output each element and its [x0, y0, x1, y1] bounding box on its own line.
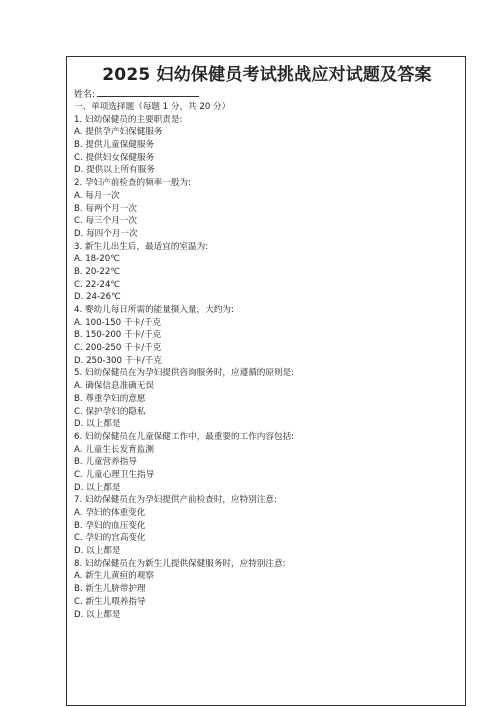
section-heading: 一、单项选择题（每题 1 分，共 20 分） — [74, 102, 231, 112]
option-7a: A. 孕妇的体重变化 — [74, 508, 146, 518]
question-1: 1. 妇幼保健员的主要职责是: — [74, 114, 183, 125]
option-3d: D. 24-26℃ — [74, 292, 121, 303]
option-3a: A. 18-20℃ — [74, 254, 120, 265]
question-5: 5. 妇幼保健员在为孕妇提供咨询服务时，应遵循的原则是: — [74, 368, 295, 379]
option-4d: D. 250-300 千卡/千克 — [74, 355, 162, 366]
option-6b: B. 儿童营养指导 — [74, 457, 137, 468]
option-2d: D. 每四个月一次 — [74, 228, 138, 239]
question-7: 7. 妇幼保健员在为孕妇提供产前检查时，应特别注意: — [74, 495, 277, 506]
question-list — [74, 101, 460, 621]
name-blank-line — [97, 88, 199, 97]
question-8: 8. 妇幼保健员在为新生儿提供保健服务时，应特别注意: — [74, 558, 286, 569]
option-2b: B. 每两个月一次 — [74, 203, 137, 214]
option-7b: B. 孕妇的血压变化 — [74, 520, 146, 531]
name-label: 姓名: — [74, 90, 96, 100]
option-1a: A. 提供孕产妇保健服务 — [74, 127, 163, 138]
option-8c: C. 新生儿喂养指导 — [74, 596, 146, 607]
question-2: 2. 孕妇产前检查的频率一般为: — [74, 178, 191, 189]
option-2c: C. 每三个月一次 — [74, 216, 138, 227]
option-4a: A. 100-150 千卡/千克 — [74, 317, 162, 328]
option-3c: C. 22-24℃ — [74, 279, 121, 290]
option-5d: D. 以上都是 — [74, 419, 121, 430]
question-4: 4. 婴幼儿每日所需的能量摄入量，大约为: — [74, 305, 234, 315]
option-2a: A. 每月一次 — [74, 190, 120, 201]
option-8b: B. 新生儿脐带护理 — [74, 584, 146, 595]
option-6d: D. 以上都是 — [74, 482, 121, 493]
option-1c: C. 提供妇女保健服务 — [74, 152, 155, 163]
option-4c: C. 200-250 千卡/千克 — [74, 343, 162, 354]
name-field — [74, 88, 199, 102]
option-4b: B. 150-200 千卡/千克 — [74, 330, 162, 341]
question-6: 6. 妇幼保健员在儿童保健工作中，最重要的工作内容包括: — [74, 431, 295, 442]
option-6a: A. 儿童生长发育监测 — [74, 444, 154, 455]
option-8d: D. 以上都是 — [74, 609, 121, 620]
option-1d: D. 提供以上所有服务 — [74, 165, 155, 176]
option-7c: C. 孕妇的宫高变化 — [74, 533, 146, 544]
option-8a: A. 新生儿黄疸的观察 — [74, 571, 154, 582]
option-5b: B. 尊重孕妇的意愿 — [74, 393, 146, 404]
question-3: 3. 新生儿出生后，最适宜的室温为: — [74, 241, 209, 252]
option-5a: A. 确保信息准确无误 — [74, 381, 154, 392]
document-title: 2025 妇幼保健员考试挑战应对试题及答案 — [102, 65, 432, 85]
option-7d: D. 以上都是 — [74, 546, 121, 557]
option-6c: C. 儿童心理卫生指导 — [74, 469, 155, 480]
document-page — [66, 56, 466, 706]
option-1b: B. 提供儿童保健服务 — [74, 140, 155, 151]
option-5c: C. 保护孕妇的隐私 — [74, 406, 146, 417]
option-3b: B. 20-22℃ — [74, 266, 120, 277]
